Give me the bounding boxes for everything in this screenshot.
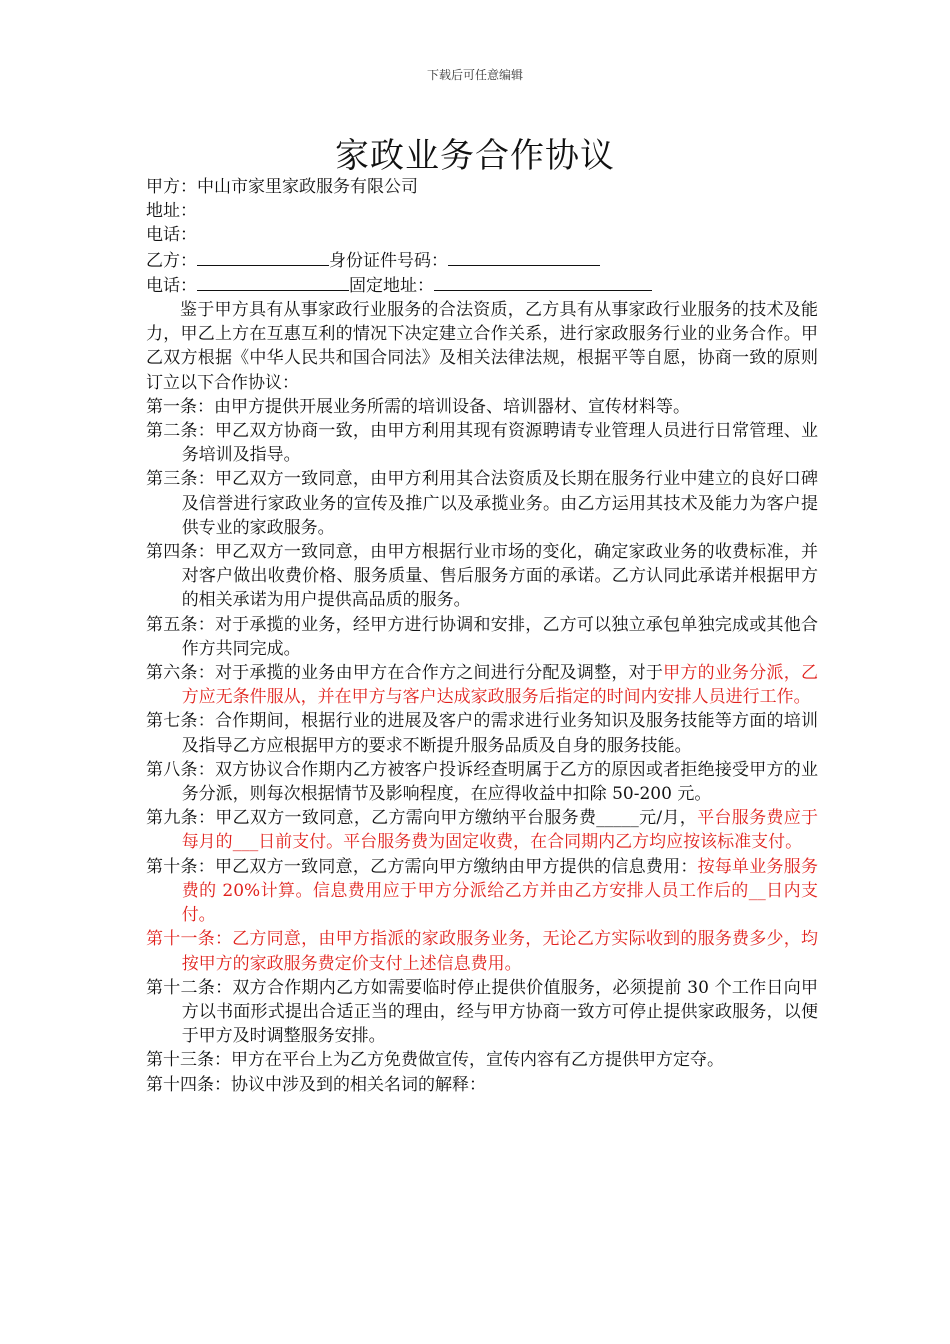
article-6-text: 第六条：对于承揽的业务由甲方在合作方之间进行分配及调整，对于 bbox=[146, 663, 664, 684]
article-6 bbox=[146, 661, 818, 709]
party-b-phone-label: 电话： bbox=[146, 275, 197, 296]
party-b-address-label: 固定地址： bbox=[349, 275, 434, 296]
party-a-address: 地址： bbox=[146, 201, 197, 222]
article-1: 第一条：由甲方提供开展业务所需的培训设备、培训器材、宣传材料等。 bbox=[146, 396, 690, 417]
party-b-contact-row bbox=[146, 273, 818, 298]
article-2: 第二条：甲乙双方协商一致，由甲方利用其现有资源聘请专业管理人员进行日常管理、业务培训及指导。 bbox=[146, 421, 818, 466]
article-3: 第三条：甲乙双方一致同意，由甲方利用其合法资质及长期在服务行业中建立的良好口碑及信誉进行家政业务的宣传及推广以及承揽业务。由乙方运用其技术及能力为客户提供专业的家政服务。 bbox=[146, 469, 818, 538]
article-10-highlight-1: 按每单业务服务费的 20%计算。信息费用应于甲方分派给乙方并由乙方安排人员工作后的 bbox=[181, 856, 818, 901]
article-13: 第十三条：甲方在平台上为乙方免费做宣传，宣传内容有乙方提供甲方定夺。 bbox=[146, 1050, 724, 1071]
party-b-phone-blank bbox=[197, 273, 349, 291]
party-a-name: 甲方：中山市家里家政服务有限公司 bbox=[146, 177, 418, 197]
article-14: 第十四条：协议中涉及到的相关名词的解释： bbox=[146, 1074, 486, 1095]
party-b-name-blank bbox=[197, 248, 329, 266]
article-6-highlight: 甲方的业务分派，乙方应无条件服从，并在甲方与客户达成家政服务后指定的时间内安排人员进行工作。 bbox=[181, 663, 819, 708]
article-9-unit: 元/月， bbox=[638, 808, 698, 829]
agreement-body bbox=[146, 175, 818, 1097]
article-11: 第十一条：乙方同意，由甲方指派的家政服务业务，无论乙方实际收到的服务费多少，均按甲方的家政服务费定价支付上述信息费用。 bbox=[146, 929, 818, 974]
party-b-address-blank bbox=[434, 273, 652, 291]
party-a-phone: 电话： bbox=[146, 225, 197, 246]
party-b-label: 乙方： bbox=[146, 250, 197, 271]
article-9-day-blank: ___ bbox=[232, 832, 259, 853]
article-10-highlight-2: 日内支付。 bbox=[181, 880, 818, 926]
article-9-text: 第九条：甲乙双方一致同意，乙方需向甲方缴纳平台服务费 bbox=[146, 808, 597, 829]
article-9-fee-blank: _____ bbox=[596, 808, 639, 829]
party-b-id-blank bbox=[448, 248, 600, 266]
article-7: 第七条：合作期间，根据行业的进展及客户的需求进行业务知识及服务技能等方面的培训及指导乙方应根据甲方的要求不断提升服务品质及自身的服务技能。 bbox=[146, 711, 818, 756]
document-title: 家政业务合作协议 bbox=[335, 136, 615, 176]
header-note: 下载后可任意编辑 bbox=[426, 68, 523, 82]
article-5: 第五条：对于承揽的业务，经甲方进行协调和安排，乙方可以独立承包单独完成或其他合作方共同完成。 bbox=[146, 614, 818, 659]
article-9-highlight-1: 平台服务费应于每月的 bbox=[181, 808, 819, 853]
article-4: 第四条：甲乙双方一致同意，由甲方根据行业市场的变化，确定家政业务的收费标准，并对客户做出收费价格、服务质量、售后服务方面的承诺。乙方认同此承诺并根据甲方的相关承诺为用户提供高品质的服务。 bbox=[146, 542, 818, 611]
party-b-row bbox=[146, 248, 818, 273]
article-9 bbox=[146, 806, 818, 854]
article-8: 第八条：双方协议合作期内乙方被客户投诉经查明属于乙方的原因或者拒绝接受甲方的业务分派，则每次根据情节及影响程度，在应得收益中扣除 50-200 元。 bbox=[146, 759, 818, 805]
party-b-id-label: 身份证件号码： bbox=[329, 250, 448, 271]
preamble: 鉴于甲方具有从事家政行业服务的合法资质，乙方具有从事家政行业服务的技术及能力，甲乙上方在互惠互利的情况下决定建立合作关系，进行家政服务行业的业务合作。甲乙双方根据《中华人民共和国合同法》及相关法律法规，根据平等自愿，协商一致的原则订立以下合作协议： bbox=[146, 300, 818, 393]
article-10-text: 第十条：甲乙双方一致同意，乙方需向甲方缴纳由甲方提供的信息费用： bbox=[146, 856, 698, 877]
article-10 bbox=[146, 855, 818, 928]
article-10-day-blank: __ bbox=[748, 880, 766, 901]
article-9-highlight-2: 日前支付。平台服务费为固定收费，在合同期内乙方均应按该标准支付。 bbox=[258, 832, 803, 853]
article-12: 第十二条：双方合作期内乙方如需要临时停止提供价值服务，必须提前 30 个工作日向甲方以书面形式提出合适正当的理由，经与甲方协商一致方可停止提供家政服务，以便于甲方及时调整服务安排。 bbox=[146, 977, 818, 1047]
